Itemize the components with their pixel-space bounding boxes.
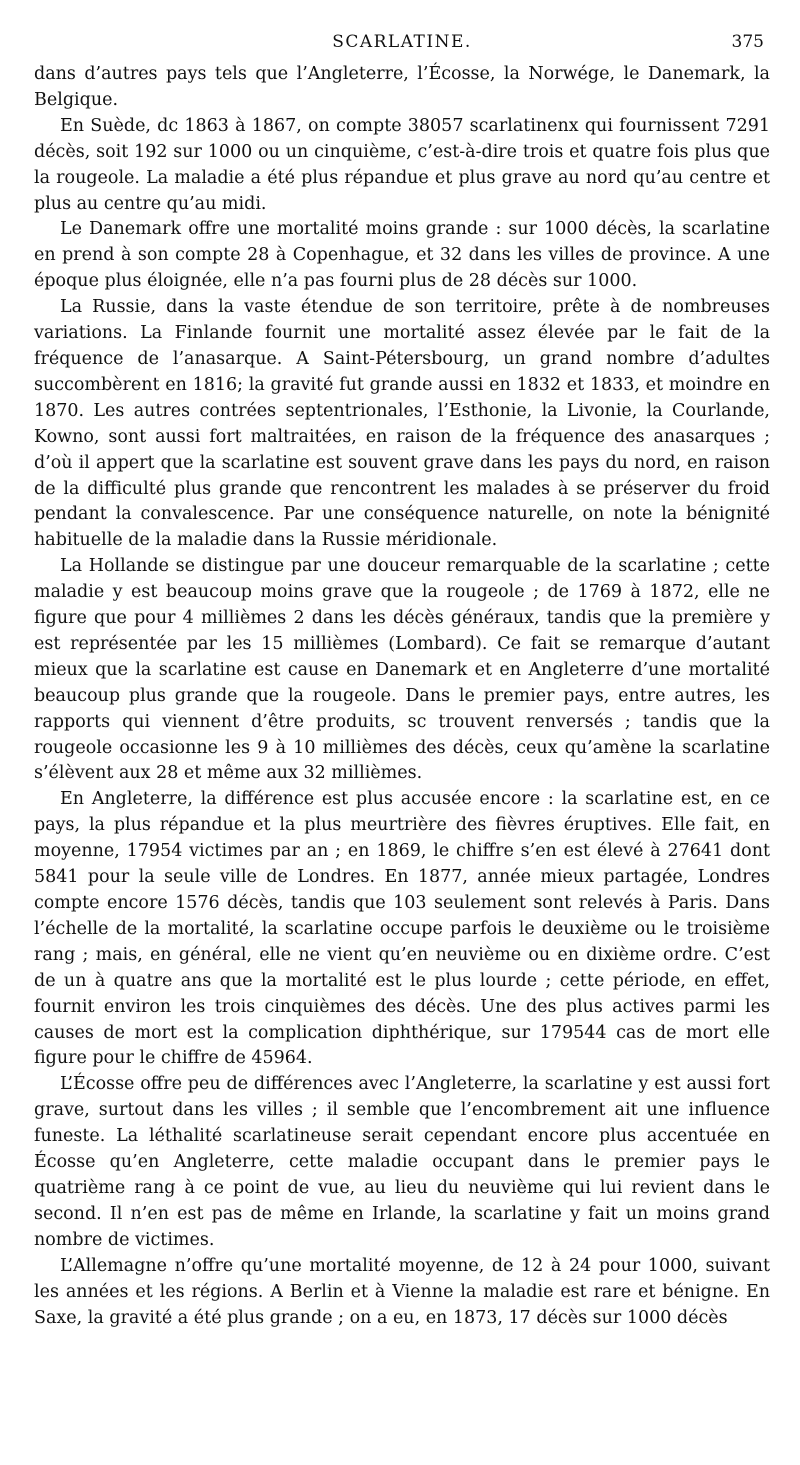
running-title: SCARLATINE.: [332, 32, 472, 52]
paragraph-danemark: Le Danemark offre une mortalité moins grande : sur 1000 décès, la scarlatine en prend à son compte 28 à Copenhague, et 32 dans les villes de province. A une époque plus éloignée, elle n’a pas fourni plus de 28 décès sur 1000.: [34, 219, 770, 292]
paragraph-suede: En Suède, dc 1863 à 1867, on compte 38057 scarlatinenx qui fournissent 7291 décès, soit 192 sur 1000 ou un cinquième, c’est-à-dire trois et quatre fois plus que la rougeole. La maladie a été plus répandue et plus grave au nord qu’au centre et plus au centre qu’au midi.: [34, 115, 770, 214]
paragraph-ecosse: L’Écosse offre peu de différences avec l’Angleterre, la scarlatine y est aussi fort grave, surtout dans les villes ; il semble que l’encombrement ait une influence funeste. La léthalité scarlatineuse serait cependant encore plus accentuée en Écosse qu’en Angleterre, cette maladie occupant dans le premier pays le quatrième rang à ce point de vue, au lieu du neuvième qui lui revient dans le second. Il n’en est pas de même en Irlande, la scarlatine y fait un moins grand nombre de victimes.: [34, 1074, 770, 1250]
paragraph-russie: La Russie, dans la vaste étendue de son territoire, prête à de nombreuses variations. La Finlande fournit une mortalité assez élevée par le fait de la fréquence de l’anasarque. A Saint-Pétersbourg, un grand nombre d’adultes succombèrent en 1816; la gravité fut grande aussi en 1832 et 1833, et moindre en 1870. Les autres contrées septentrionales, l’Esthonie, la Livonie, la Courlande, Kowno, sont aussi fort maltraitées, en raison de la fréquence des anasarques ; d’où il appert que la scarlatine est souvent grave dans les pays du nord, en raison de la difficulté plus grande que rencontrent les malades à se préserver du froid pendant la convalescence. Par une conséquence naturelle, on note la bénignité habituelle de la maladie dans la Russie méridionale.: [34, 297, 770, 551]
body-text: [34, 62, 770, 1331]
book-page: [34, 26, 770, 1331]
paragraph-continued: dans d’autres pays tels que l’Angleterre, l’Écosse, la Norwége, le Danemark, la Belgique.: [34, 64, 770, 110]
running-head: [34, 26, 770, 62]
paragraph-hollande: La Hollande se distingue par une douceur remarquable de la scarlatine ; cette maladie y est beaucoup moins grave que la rougeole ; de 1769 à 1872, elle ne figure que pour 4 millièmes 2 dans les décès généraux, tandis que la première y est représentée par les 15 millièmes (Lombard). Ce fait se remarque d’autant mieux que la scarlatine est cause en Danemark et en Angleterre d’une mortalité beaucoup plus grande que la rougeole. Dans le premier pays, entre autres, les rapports qui viennent d’être produits, sc trouvent renversés ; tandis que la rougeole occasionne les 9 à 10 millièmes des décès, ceux qu’amène la scarlatine s’élèvent aux 28 et même aux 32 millièmes.: [34, 556, 770, 784]
page-number: 375: [731, 32, 764, 52]
paragraph-allemagne: L’Allemagne n’offre qu’une mortalité moyenne, de 12 à 24 pour 1000, suivant les années et les régions. A Berlin et à Vienne la maladie est rare et bénigne. En Saxe, la gravité a été plus grande ; on a eu, en 1873, 17 décès sur 1000 décès: [34, 1255, 770, 1328]
paragraph-angleterre: En Angleterre, la différence est plus accusée encore : la scarlatine est, en ce pays, la plus répandue et la plus meurtrière des fièvres éruptives. Elle fait, en moyenne, 17954 victimes par an ; en 1869, le chiffre s’en est élevé à 27641 dont 5841 pour la seule ville de Londres. En 1877, année mieux partagée, Londres compte encore 1576 décès, tandis que 103 seulement sont relevés à Paris. Dans l’échelle de la mortalité, la scarlatine occupe parfois le deuxième ou le troisième rang ; mais, en général, elle ne vient qu’en neuvième ou en dixième ordre. C’est de un à quatre ans que la mortalité est le plus lourde ; cette période, en effet, fournit environ les trois cinquièmes des décès. Une des plus actives parmi les causes de mort est la complication diphthérique, sur 179544 cas de mort elle figure pour le chiffre de 45964.: [34, 789, 770, 1069]
